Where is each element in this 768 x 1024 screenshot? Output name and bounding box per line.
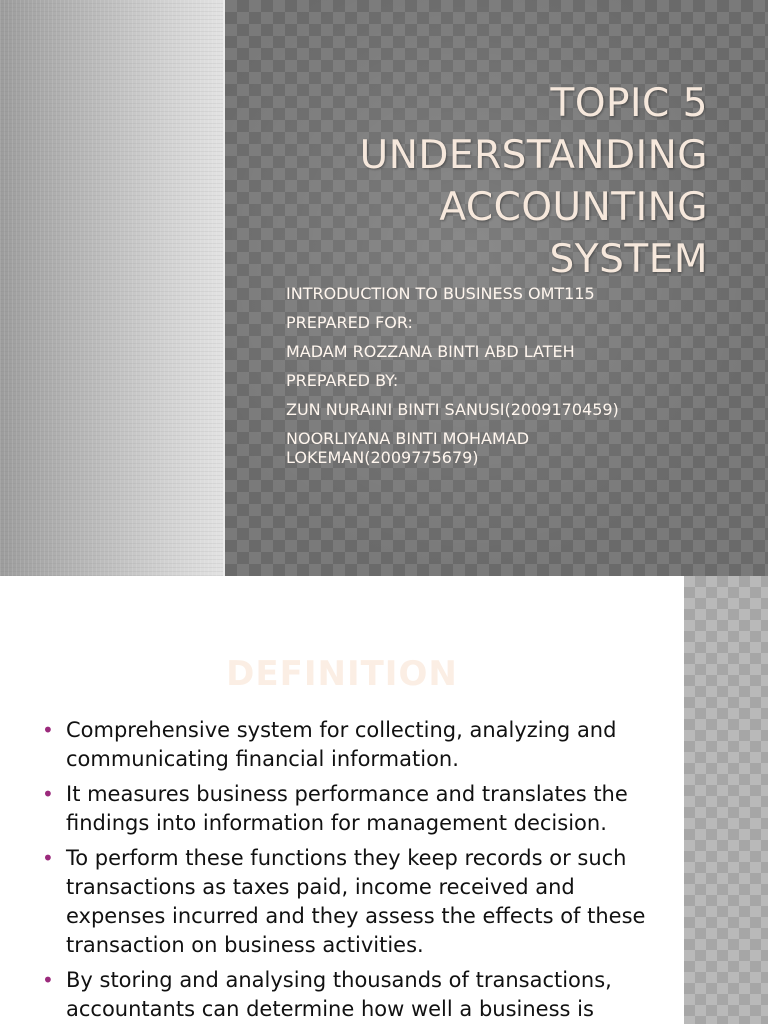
prepared-for-label: PREPARED FOR: — [286, 313, 413, 332]
title-line: TOPIC 5 — [550, 81, 708, 126]
definition-heading: DEFINITION — [226, 654, 458, 694]
bullet-text: By storing and analysing thousands of transactions, accountants can determine how well a business is — [66, 968, 612, 1021]
bullet-icon: • — [42, 718, 54, 742]
lecturer-name: MADAM ROZZANA BINTI ABD LATEH — [286, 342, 575, 361]
prepared-by-label: PREPARED BY: — [286, 371, 399, 390]
bullet-icon: • — [42, 846, 54, 870]
right-pattern-strip — [684, 576, 768, 1024]
left-gradient-panel — [0, 0, 223, 576]
author-name-2: NOORLIYANA BINTI MOHAMAD LOKEMAN(2009775679) — [286, 429, 530, 467]
list-item — [40, 716, 646, 774]
title-line: ACCOUNTING — [439, 185, 708, 230]
definition-slide — [0, 576, 768, 1024]
slide-subtitle-block — [286, 284, 726, 467]
title-line: UNDERSTANDING — [359, 133, 708, 178]
bullet-icon: • — [42, 782, 54, 806]
list-item — [40, 780, 646, 838]
slide-title — [288, 78, 708, 286]
author-name-1: ZUN NURAINI BINTI SANUSI(2009170459) — [286, 400, 619, 419]
bullet-text: To perform these functions they keep records or such transactions as taxes paid, income received and expenses incurred and they assess the effects of these transaction on business activities. — [66, 846, 646, 957]
definition-bullet-list — [40, 716, 646, 1024]
bullet-icon: • — [42, 968, 54, 992]
bullet-text: It measures business performance and translates the findings into information for management decision. — [66, 782, 628, 835]
list-item — [40, 966, 646, 1024]
title-line: SYSTEM — [549, 237, 708, 282]
bullet-text: Comprehensive system for collecting, analyzing and communicating financial information. — [66, 718, 617, 771]
list-item — [40, 844, 646, 960]
course-name: INTRODUCTION TO BUSINESS OMT115 — [286, 284, 595, 303]
